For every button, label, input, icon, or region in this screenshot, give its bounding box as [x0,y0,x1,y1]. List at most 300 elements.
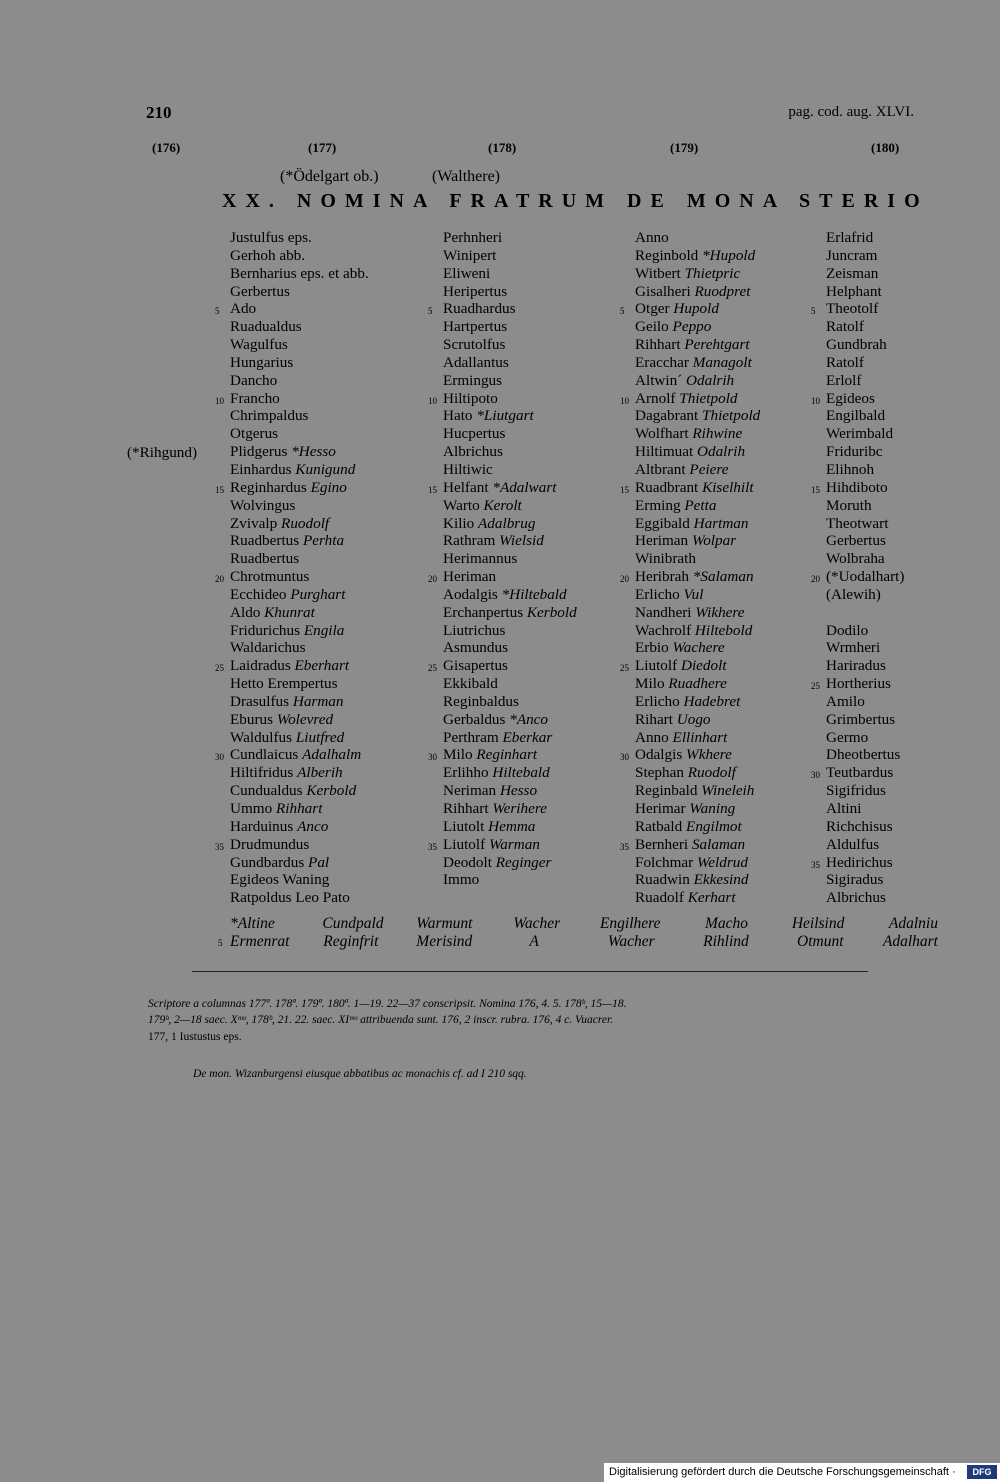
name-text: Reginbald [635,782,702,800]
added-name: Hesso [499,782,538,800]
name-entry [443,550,577,568]
line-number: 30 [428,752,437,763]
name-text: Eggibald [635,514,694,532]
tail-name: Cundpald [322,915,384,932]
tail-name: Macho [704,915,748,932]
name-entry [230,497,369,515]
added-name: *Salaman [692,568,754,586]
name-text: Heriman [443,568,497,586]
name-text: Werimbald [826,425,894,443]
added-name: Reginger [495,853,552,871]
name-entry [230,764,369,782]
name-text: Juncram [826,246,878,264]
name-text: Dheotbertus [826,746,901,764]
added-name: Uogo [676,710,711,728]
name-text: Asmundus [443,639,508,657]
name-entry [230,515,369,533]
name-entry [635,782,760,800]
name-text: Kilio [443,514,479,532]
name-text: Erlafrid [826,229,874,246]
added-name: *Hiltebald [501,585,567,603]
name-entry [635,764,760,782]
name-text: Rihhart [443,800,493,817]
added-name: Hiltebald [492,764,550,782]
name-text: Zvivalp [230,514,282,532]
name-entry [635,372,760,390]
name-text: (Alewih) [826,585,881,603]
line-number: 20 [215,574,224,585]
name-entry [826,336,904,354]
name-entry [826,354,904,372]
name-entry [443,497,577,515]
name-entry [635,532,760,550]
name-text: Richchisus [826,817,893,835]
name-entry [826,693,904,711]
name-entry [635,854,760,872]
name-entry [443,818,577,836]
name-text: Friduribc [826,443,883,461]
name-column-3 [620,229,761,907]
name-text: Sigifridus [826,782,886,800]
name-entry [230,336,369,354]
line-number: 5 [218,938,223,948]
name-entry [230,407,369,425]
name-entry [428,657,577,675]
name-text: Scrutolfus [443,336,506,354]
name-entry [215,389,369,408]
name-text: Herimannus [443,550,518,568]
name-text: Otgerus [230,425,279,443]
footnote-2: 179ᵇ, 2—18 saec. Xᵐᵒ, 178ᵇ, 21. 22. saec. XIᵐᵒ attribuenda sunt. 176, 2 inscr. rubra. 176, 4 c. Vuacrer. [148,1014,614,1026]
name-entry [620,478,760,497]
tail-name: Adalhart [882,933,938,950]
name-text: Aldo [230,603,265,621]
name-entry [443,586,577,604]
name-entry [443,639,577,657]
name-entry [811,853,904,872]
added-name: Ruodolf [281,514,330,532]
name-entry [635,711,760,729]
name-entry [443,532,577,550]
added-name: Hiltebold [694,621,753,639]
name-text: Hihdiboto [826,478,888,496]
added-name: Wachere [672,639,725,657]
name-text: Ruadbertus [230,532,303,550]
tail-name: Merisind [416,933,473,950]
name-entry [230,372,369,390]
name-entry [826,461,904,479]
added-name: Peppo [672,318,712,336]
name-text: Albrichus [826,889,886,907]
name-text: Aldulfus [826,835,880,853]
name-text: Aodalgis [443,585,502,603]
added-name: Liutfred [295,728,345,746]
tail-name: Rihlind [703,933,749,950]
name-text: Hiltiwic [443,460,493,478]
tail-name: Warmunt [416,915,473,932]
name-text: Moruth [826,496,872,514]
name-text: Gundbrah [826,336,887,354]
name-entry [635,497,760,515]
name-entry [811,389,904,408]
name-entry [635,265,760,283]
name-text: Ekkibald [443,675,498,693]
margin-note: (*Rihgund) [127,444,198,461]
name-text: Waldulfus [230,728,296,746]
name-text: Bernheri [635,835,692,853]
name-text: Gerbertus [826,532,886,550]
name-entry [635,283,760,301]
added-name: *Anco [509,710,549,728]
name-text: Deodolt [443,853,496,871]
name-entry [826,818,904,836]
name-text: Perthram [443,728,503,746]
name-text: Rathram [443,532,500,550]
name-text: Liutolt [443,817,489,835]
line-number: 25 [620,663,629,674]
name-entry [443,443,577,461]
added-name: Salaman [691,835,746,853]
name-text: Hedirichus [826,853,893,871]
name-entry [635,247,760,265]
added-name: Ruodpret [694,282,751,300]
name-entry [620,746,760,764]
name-column-1 [215,229,369,907]
name-entry [826,425,904,443]
line-number: 5 [811,306,816,317]
name-text: Hiltimuat [635,443,698,461]
name-text: Gisapertus [443,657,508,675]
column-number-176: (176) [152,140,181,155]
column-number-179: (179) [670,140,699,155]
name-text: Folchmar [635,853,698,871]
name-text: Hato [443,407,477,425]
name-entry [826,372,904,390]
tail-name: Heilsind [791,915,845,932]
added-name: Wolpar [691,532,737,550]
added-name: Hartman [693,514,749,532]
name-text: Wachrolf [635,621,695,639]
name-text: Reginbold [635,246,703,264]
name-entry [635,461,760,479]
line-number: 10 [215,395,224,406]
line-number: 5 [428,306,433,317]
name-text: Erlicho [635,585,684,603]
name-entry [443,604,577,622]
line-number: 5 [215,306,220,317]
name-text: Milo [443,746,477,764]
name-text: Liutrichus [443,621,506,639]
added-name: Adalhalm [302,746,362,764]
added-name: Ruadhere [668,675,727,693]
name-entry [826,532,904,550]
footer-bar [604,1463,1000,1482]
line-number: 15 [215,484,224,495]
line-number: 35 [620,841,629,852]
name-entry [443,729,577,747]
name-text: Ruadwin [635,871,694,889]
name-text: Neriman [443,782,500,800]
name-entry [230,550,369,568]
name-entry [428,746,577,764]
name-text: Ratbald [635,817,687,835]
name-entry [635,675,760,693]
name-entry [826,604,904,622]
name-entry [635,729,760,747]
name-text: Cundualdus [230,782,307,800]
tail-name: Engilhere [599,915,661,932]
section-title: XX. NOMINA FRATRUM DE MONA STERIO [222,190,929,212]
name-entry [826,729,904,747]
name-text: Grimbertus [826,710,896,728]
name-entry [230,443,369,461]
added-name: Kunigund [295,460,356,478]
name-entry [826,800,904,818]
name-text: Zeisman [826,264,879,282]
footnote-1: Scriptore a columnas 177ª. 178ª. 179ª. 180ª. 1—19. 22—37 conscripsit. Nomina 176, 4. 5. 178ᵇ, 15—18. [148,998,627,1010]
name-entry [230,818,369,836]
name-entry [620,657,760,675]
name-entry [443,229,577,247]
added-name: Wineleih [701,782,755,800]
added-name: Perehtgart [684,336,750,354]
name-text: Rihart [635,710,677,728]
added-name: Peiere [689,460,729,478]
line-number: 35 [428,841,437,852]
tail-name: Wacher [607,933,655,950]
name-entry [826,318,904,336]
name-entry [826,265,904,283]
name-text: Ratpoldus Leo Pato [230,889,350,907]
added-name: Vul [683,585,704,603]
line-number: 10 [811,395,820,406]
name-entry [635,425,760,443]
name-text: Gerhoh abb. [230,246,306,264]
name-entry [620,389,760,408]
name-entry [826,639,904,657]
name-text: Wolfhart [635,425,693,443]
name-entry [635,693,760,711]
note-above-col3: (Walthere) [432,168,500,185]
name-text: Altini [826,800,862,817]
added-name: Engila [303,621,345,639]
name-entry [635,407,760,425]
line-number: 20 [620,574,629,585]
added-name: Diedolt [680,657,727,675]
name-entry [443,425,577,443]
line-number: 30 [811,770,820,781]
added-name: Eberhart [294,657,350,675]
name-entry [428,478,577,497]
line-number: 35 [215,841,224,852]
name-text: Heriman [635,532,692,550]
name-text: Drudmundus [230,835,310,853]
name-entry [230,247,369,265]
name-text: Gerbertus [230,282,290,300]
name-entry [826,746,904,764]
name-entry [620,300,760,318]
name-text: Reginhardus [230,478,311,496]
added-name: Waning [689,800,736,817]
name-text: Nandheri [635,603,696,621]
name-entry [443,800,577,818]
added-name: Engilmot [686,817,742,835]
name-entry [826,497,904,515]
name-entry [826,550,904,568]
tail-name: Wacher [513,915,561,932]
name-entry [443,675,577,693]
name-entry [215,568,369,586]
added-name: *Hupold [702,246,756,264]
name-entry [826,871,904,889]
name-entry [635,586,760,604]
added-name: Adalbrug [478,514,536,532]
name-text: Erlolf [826,371,862,389]
name-entry [230,854,369,872]
name-entry [443,782,577,800]
added-name: Wikhere [695,603,745,621]
footnote-3: 177, 1 Iustustus eps. [148,1031,242,1043]
tail-name: Otmunt [797,933,844,950]
line-number: 15 [620,484,629,495]
name-entry [443,622,577,640]
name-text: Heripertus [443,282,508,300]
added-name: *Hesso [291,443,336,461]
added-name: Egino [310,478,347,496]
name-text: Warto [443,496,484,514]
name-text: Engilbald [826,407,886,425]
name-text: Ruadbrant [635,478,703,496]
name-entry [635,604,760,622]
added-name: Kerhart [687,889,736,907]
name-text: Milo [635,675,669,693]
name-entry [230,782,369,800]
name-text: Altbrant [635,460,690,478]
name-text: Ecchideo [230,585,291,603]
name-entry [443,461,577,479]
line-number: 10 [620,395,629,406]
name-text: Hungarius [230,353,294,371]
added-name: *Liutgart [476,407,534,425]
tail-name: Ermenrat [230,933,290,950]
name-entry [635,318,760,336]
name-entry [826,836,904,854]
name-text: Arnolf [635,389,680,407]
name-text: Ermingus [443,371,503,389]
name-text: Justulfus eps. [230,229,312,246]
note-above-col2: (*Ödelgart ob.) [280,168,379,185]
name-text: Stephan [635,764,688,782]
name-entry [826,782,904,800]
name-entry [826,622,904,640]
added-name: Thietpric [684,264,741,282]
name-entry [230,461,369,479]
name-entry [826,515,904,533]
name-column-4 [811,229,905,907]
name-entry [230,318,369,336]
name-entry [230,889,369,907]
added-name: Anco [297,817,329,835]
name-text: Elihnoh [826,460,875,478]
name-entry [428,300,577,318]
name-text: Winipert [443,246,497,264]
name-text: Theotolf [826,300,879,318]
line-number: 30 [215,752,224,763]
name-text: Egideos [826,389,875,407]
added-name: Kerolt [483,496,522,514]
name-text: Dagabrant [635,407,703,425]
added-name: Hupold [673,300,719,318]
column-number-178: (178) [488,140,517,155]
name-text: Sigiradus [826,871,884,889]
page-reference: pag. cod. aug. XLVI. [788,104,914,120]
name-entry [215,835,369,854]
name-entry [230,711,369,729]
added-name: Harman [292,692,344,710]
added-name: Ellinhart [672,728,728,746]
name-text: Hariradus [826,657,886,675]
name-entry [230,586,369,604]
name-entry [635,889,760,907]
added-name: *Adalwart [492,478,557,496]
name-text: Wagulfus [230,336,288,354]
name-entry [230,265,369,283]
name-text: Wolvingus [230,496,296,514]
name-text: Witbert [635,264,685,282]
name-entry [826,229,904,247]
added-name: Ekkesind [693,871,749,889]
name-entry [635,639,760,657]
added-name: Kerbold [526,603,577,621]
line-number: 5 [620,306,625,317]
name-text: Anno [635,229,669,246]
name-text: Helfant [443,478,493,496]
name-entry [230,622,369,640]
footnote-4: De mon. Wizanburgensi eiusque abbatibus ac monachis cf. ad I 210 sqq. [193,1068,527,1080]
name-text: Geilo [635,318,673,336]
added-name: Rihhart [276,800,323,817]
name-text: Ruadualdus [230,318,302,336]
name-entry [428,389,577,408]
name-entry [635,443,760,461]
name-text: Ratolf [826,318,864,336]
added-name: Rihwine [692,425,743,443]
name-text: Francho [230,389,280,407]
footer-text: Digitalisierung gefördert durch die Deutsche Forschungsgemeinschaft · [609,1466,956,1478]
line-number: 25 [428,663,437,674]
tail-name: *Altine [230,915,275,932]
name-entry [230,693,369,711]
name-entry [215,657,369,675]
name-entry [635,229,760,247]
line-number: 30 [620,752,629,763]
name-entry [826,247,904,265]
name-entry [428,568,577,586]
name-text: Otger [635,300,674,318]
name-text: Wrmheri [826,639,881,657]
name-text: Adallantus [443,353,509,371]
line-number: 25 [215,663,224,674]
name-text: Reginbaldus [443,692,519,710]
name-text: Hiltipoto [443,389,498,407]
name-text: Hortherius [826,675,891,693]
name-text: Liutolf [635,657,681,675]
tail-name: Adalniu [888,915,938,932]
name-entry [443,318,577,336]
added-name: Wkhere [686,746,732,764]
added-name: Wielsid [499,532,544,550]
name-entry [635,800,760,818]
